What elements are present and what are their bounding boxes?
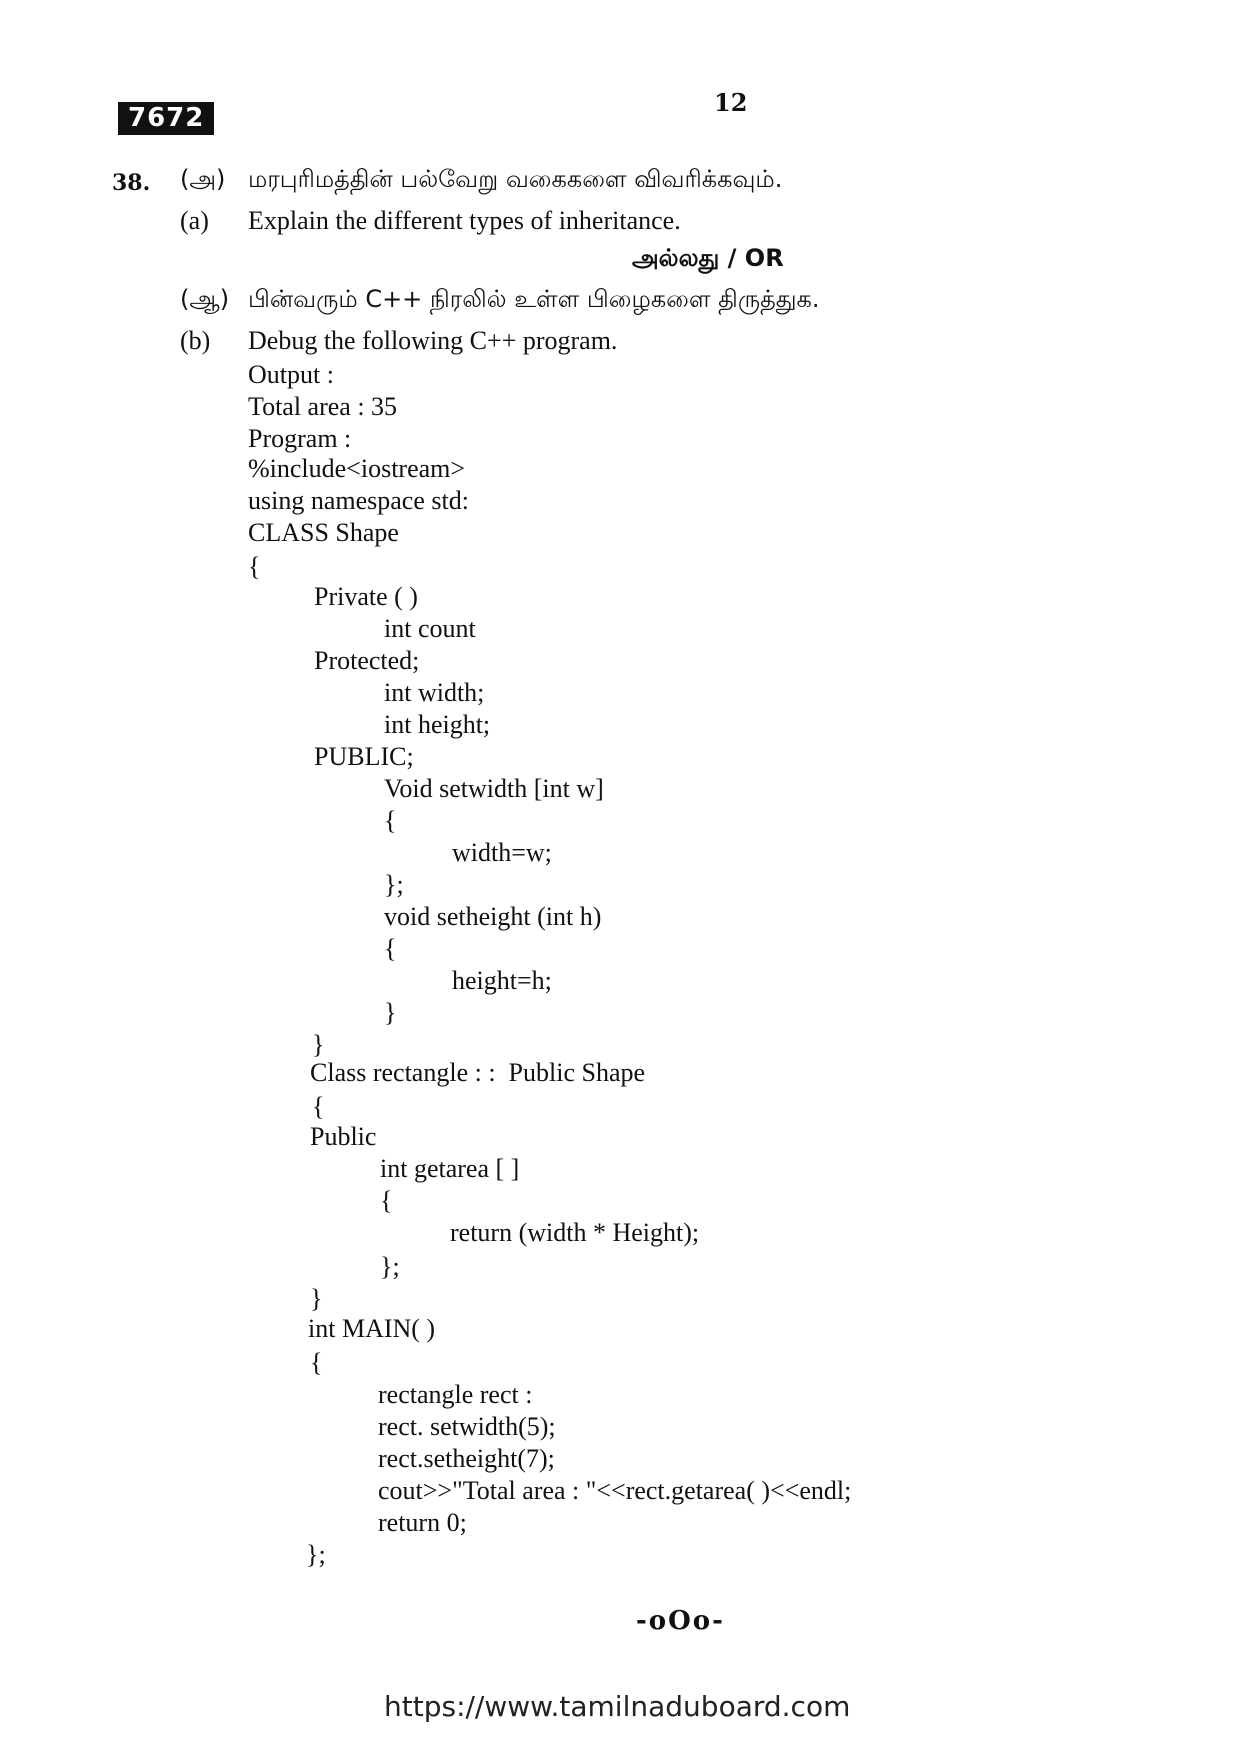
code-line: }; (380, 1252, 400, 1281)
code-line: %include<iostream> (248, 454, 466, 483)
code-line: rectangle rect : (378, 1380, 533, 1409)
code-line: width=w; (452, 838, 552, 867)
code-line: { (310, 1348, 323, 1377)
code-line: int height; (384, 710, 491, 739)
code-line: Class rectangle : : Public Shape (310, 1058, 646, 1087)
code-line: CLASS Shape (248, 518, 399, 547)
code-line: Void setwidth [int w] (384, 774, 604, 803)
code-line: } (312, 1030, 325, 1059)
or-separator: அல்லது / OR (632, 244, 784, 272)
part-a-tamil-text: மரபுரிமத்தின் பல்வேறு வகைகளை விவரிக்கவும். (248, 165, 783, 193)
program-label: Program : (248, 424, 352, 453)
code-line: rect.setheight(7); (378, 1444, 555, 1473)
part-a-english-text: Explain the different types of inheritance. (248, 206, 681, 235)
code-line: { (248, 552, 261, 581)
page-number: 12 (714, 88, 748, 117)
code-line: { (380, 1186, 393, 1215)
code-line: int count (384, 614, 476, 643)
code-line: }; (384, 870, 404, 899)
part-b-english-text: Debug the following C++ program. (248, 326, 618, 355)
code-line: { (312, 1092, 325, 1121)
code-line: int width; (384, 678, 485, 707)
website-url[interactable]: https://www.tamilnaduboard.com (384, 1690, 851, 1723)
part-a-english-label: (a) (180, 206, 209, 235)
code-line: using namespace std: (248, 486, 469, 515)
question-number: 38. (112, 170, 151, 196)
output-value: Total area : 35 (248, 392, 398, 421)
code-line: } (310, 1284, 323, 1313)
paper-code-badge: 7672 (118, 102, 214, 135)
code-line: int MAIN( ) (308, 1314, 436, 1343)
end-of-paper-mark: -oOo- (636, 1606, 725, 1636)
code-line: int getarea [ ] (380, 1154, 520, 1183)
part-b-english-label: (b) (180, 326, 211, 355)
code-line: PUBLIC; (314, 742, 414, 771)
code-line: }; (306, 1540, 326, 1569)
part-b-tamil-label: (ஆ) (180, 285, 230, 313)
code-line: } (384, 998, 397, 1027)
code-line: Protected; (314, 646, 420, 675)
code-line: void setheight (int h) (384, 902, 602, 931)
code-line: rect. setwidth(5); (378, 1412, 556, 1441)
output-label: Output : (248, 360, 334, 389)
code-line: height=h; (452, 966, 552, 995)
code-line: return 0; (378, 1508, 467, 1537)
code-line: return (width * Height); (450, 1218, 700, 1247)
part-a-tamil-label: (அ) (180, 165, 226, 193)
part-b-tamil-text: பின்வரும் C++ நிரலில் உள்ள பிழைகளை திருத்துக. (248, 285, 820, 313)
code-line: { (384, 934, 397, 963)
code-line: Public (310, 1122, 377, 1151)
code-line: { (384, 806, 397, 835)
code-line: cout>>"Total area : "<<rect.getarea( )<<endl; (378, 1476, 852, 1505)
code-line: Private ( ) (314, 582, 418, 611)
